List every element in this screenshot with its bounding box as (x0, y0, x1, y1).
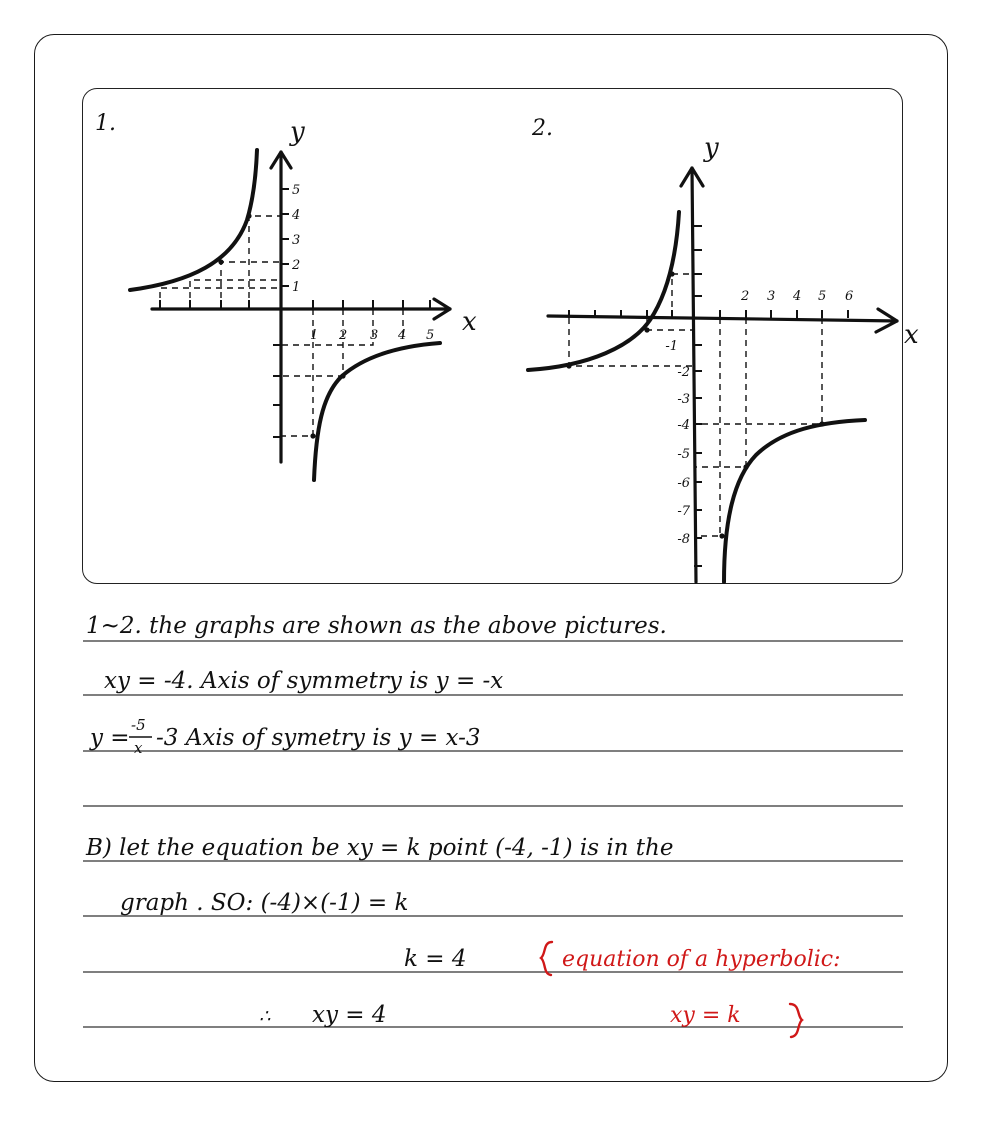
graph-1-point (310, 433, 315, 438)
graph-2-xtick-label: 6 (845, 289, 854, 304)
answer-line-2: xy = -4. Axis of symmetry is y = -x (104, 668, 504, 694)
fraction-denominator: x (134, 739, 143, 757)
graph-2-ytick-label: -3 (677, 392, 690, 407)
answer-line-7: xy = 4 (312, 1002, 387, 1028)
graph-1-ytick-label: 5 (292, 183, 301, 198)
graph-1-ytick-label: 1 (292, 280, 301, 295)
graph-1-ytick-label: 2 (292, 258, 301, 273)
graph-2-ytick-label: -1 (665, 339, 678, 354)
graph-2-point (566, 363, 571, 368)
graph-2-xtick-label: 5 (818, 289, 827, 304)
red-note (541, 942, 841, 1037)
graph-2-y-label: y (704, 133, 719, 163)
graph-2-guide (672, 274, 694, 318)
graph-2-branch-left (528, 212, 679, 370)
answer-line-5: graph . SO: (-4)×(-1) = k (120, 890, 409, 916)
graph-1-xtick-label: 3 (370, 328, 379, 343)
graph-1-x-label: x (462, 307, 477, 337)
graph-1-y-label: y (290, 117, 305, 147)
answer-line-3-suffix: -3 Axis of symetry is y = x-3 (156, 725, 481, 751)
graph-2-xtick-label: 4 (793, 289, 802, 304)
therefore-symbol: ∴ (259, 1006, 271, 1027)
graph-2-number: 2. (532, 116, 553, 141)
graph-2-guide (696, 318, 746, 467)
graph-1-branch-right (314, 343, 440, 480)
graph-2-point (719, 533, 724, 538)
graph-1-point (218, 259, 223, 264)
note-line-2: xy = k (670, 1003, 741, 1028)
note-line-1: equation of a hyperbolic: (562, 947, 841, 972)
note-close-brace (790, 1004, 802, 1037)
answer-line-1: 1~2. the graphs are shown as the above pictures. (86, 613, 667, 639)
graph-1-number: 1. (95, 111, 116, 136)
graph-2-guide (647, 318, 694, 330)
answer-line-6: k = 4 (404, 946, 467, 972)
graph-1-ytick-label: 3 (292, 233, 301, 248)
graph-2-point (819, 421, 824, 426)
graph-1-ytick-label: 4 (292, 208, 301, 223)
graph-2-ytick-label: -5 (677, 447, 690, 462)
graph-1-point (246, 213, 251, 218)
graph-2-ytick-label: -4 (677, 418, 690, 433)
graph-2-point (644, 327, 649, 332)
graph-2-point (743, 464, 748, 469)
graph-2-xtick-label: 2 (741, 289, 750, 304)
fraction-numerator: -5 (131, 716, 146, 734)
graph-2-branch-right (724, 420, 865, 582)
graph-1-xtick-label: 1 (310, 328, 319, 343)
graph-1-xtick-label: 5 (426, 328, 435, 343)
graph-1-xtick-label: 4 (398, 328, 407, 343)
graph-2-ytick-label: -7 (677, 504, 690, 519)
graph-2-guide (696, 318, 720, 536)
answer-line-4: B) let the equation be xy = k point (-4, -1) is in the (86, 835, 674, 861)
graph-1-branch-left (130, 150, 257, 290)
graph-2-x-axis (548, 316, 897, 321)
graph-2-x-label: x (904, 320, 919, 350)
graph-1-guide (281, 309, 313, 436)
graph-1-guide (281, 309, 373, 345)
graph-2 (528, 116, 919, 582)
note-open-brace (541, 942, 552, 975)
answer-line-3-prefix: y = (90, 725, 130, 751)
graph-2-ytick-label: -6 (677, 476, 690, 491)
graph-1-guide (190, 280, 281, 309)
graph-2-point (669, 271, 674, 276)
graph-2-ytick-label: -8 (677, 532, 690, 547)
graph-1-guide (221, 262, 281, 309)
graph-2-xtick-label: 3 (767, 289, 776, 304)
graph-2-y-axis (692, 168, 696, 582)
graph-2-guide (696, 318, 822, 424)
graph-1-xtick-label: 2 (339, 328, 348, 343)
graph-1-point (340, 373, 345, 378)
graph-2-ytick-label: -2 (677, 365, 690, 380)
graph-1 (95, 111, 477, 480)
